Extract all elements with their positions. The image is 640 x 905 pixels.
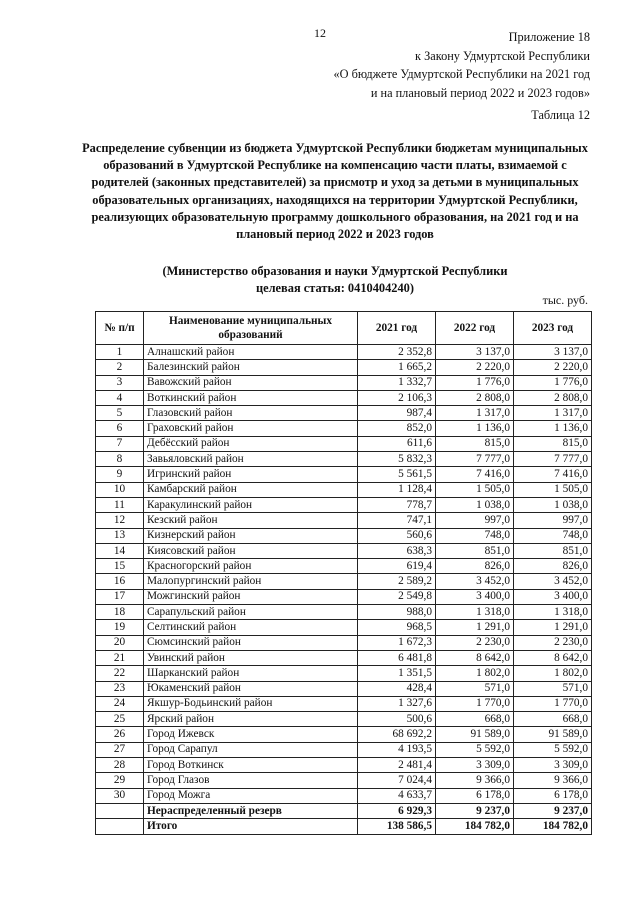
row-2023: 91 589,0 xyxy=(514,727,592,742)
row-2022: 1 317,0 xyxy=(436,406,514,421)
row-2021: 560,6 xyxy=(358,528,436,543)
table-row xyxy=(96,436,592,451)
row-2023: 2 220,0 xyxy=(514,360,592,375)
table-row xyxy=(96,467,592,482)
row-2023: 668,0 xyxy=(514,712,592,727)
row-2021: 4 633,7 xyxy=(358,788,436,803)
row-2023: 997,0 xyxy=(514,513,592,528)
total-2023: 184 782,0 xyxy=(514,819,592,834)
row-2023: 5 592,0 xyxy=(514,742,592,757)
row-number: 21 xyxy=(96,650,144,665)
row-number: 5 xyxy=(96,406,144,421)
row-2022: 748,0 xyxy=(436,528,514,543)
row-2021: 611,6 xyxy=(358,436,436,451)
table-row xyxy=(96,589,592,604)
row-2023: 9 366,0 xyxy=(514,773,592,788)
row-2022: 826,0 xyxy=(436,559,514,574)
row-name: Сюмсинский район xyxy=(144,635,358,650)
row-number: 17 xyxy=(96,589,144,604)
row-2023: 1 318,0 xyxy=(514,605,592,620)
table-row xyxy=(96,345,592,360)
row-name: Каракулинский район xyxy=(144,497,358,512)
row-number: 4 xyxy=(96,390,144,405)
row-name: Сарапульский район xyxy=(144,605,358,620)
row-2023: 851,0 xyxy=(514,543,592,558)
row-2021: 988,0 xyxy=(358,605,436,620)
table-row xyxy=(96,497,592,512)
budget-reference: «О бюджете Удмуртской Республики на 2021 год xyxy=(333,67,590,81)
row-2023: 1 038,0 xyxy=(514,497,592,512)
row-2021: 1 327,6 xyxy=(358,696,436,711)
row-2021: 2 589,2 xyxy=(358,574,436,589)
row-2023: 3 309,0 xyxy=(514,758,592,773)
row-name: Можгинский район xyxy=(144,589,358,604)
row-2021: 1 351,5 xyxy=(358,666,436,681)
table-row xyxy=(96,681,592,696)
row-2022: 1 802,0 xyxy=(436,666,514,681)
row-number: 26 xyxy=(96,727,144,742)
row-number: 20 xyxy=(96,635,144,650)
row-number: 3 xyxy=(96,375,144,390)
row-2021: 5 832,3 xyxy=(358,452,436,467)
header-name: Наименование муниципальных образований xyxy=(144,312,358,345)
row-2022: 2 220,0 xyxy=(436,360,514,375)
row-name: Вавожский район xyxy=(144,375,358,390)
row-2021: 2 352,8 xyxy=(358,345,436,360)
header-number: № п/п xyxy=(96,312,144,345)
ministry-name: (Министерство образования и науки Удмуртской Республики xyxy=(162,264,508,278)
document-title: Распределение субвенции из бюджета Удмуртской Республики бюджетам муниципальных образований в Удмуртской Республике на компенсацию части платы, взимаемой с родителей (законных представителей) за присмотр и уход за детьми в муниципальных образовательных организациях, находящихся на территории Удмуртской Республики, реализующих образовательную программу дошкольного образования, на 2021 год и на плановый период 2022 и 2023 годов xyxy=(82,141,588,242)
row-2023: 7 416,0 xyxy=(514,467,592,482)
table-body xyxy=(96,345,592,804)
row-name: Ярский район xyxy=(144,712,358,727)
row-name: Юкаменский район xyxy=(144,681,358,696)
row-2021: 968,5 xyxy=(358,620,436,635)
table-row xyxy=(96,543,592,558)
row-2021: 5 561,5 xyxy=(358,467,436,482)
row-2022: 5 592,0 xyxy=(436,742,514,757)
row-2022: 571,0 xyxy=(436,681,514,696)
row-2022: 2 230,0 xyxy=(436,635,514,650)
row-number: 28 xyxy=(96,758,144,773)
row-name: Алнашский район xyxy=(144,345,358,360)
header-2022: 2022 год xyxy=(436,312,514,345)
row-number: 1 xyxy=(96,345,144,360)
table-row xyxy=(96,574,592,589)
row-name: Дебёсский район xyxy=(144,436,358,451)
row-number: 12 xyxy=(96,513,144,528)
row-2021: 2 549,8 xyxy=(358,589,436,604)
row-name: Камбарский район xyxy=(144,482,358,497)
row-name: Малопургинский район xyxy=(144,574,358,589)
row-number: 13 xyxy=(96,528,144,543)
table-row xyxy=(96,650,592,665)
row-2022: 7 777,0 xyxy=(436,452,514,467)
total-row xyxy=(96,819,592,834)
total-name: Итого xyxy=(144,819,358,834)
row-name: Город Воткинск xyxy=(144,758,358,773)
row-2021: 2 481,4 xyxy=(358,758,436,773)
row-number: 15 xyxy=(96,559,144,574)
table-row xyxy=(96,421,592,436)
row-2022: 815,0 xyxy=(436,436,514,451)
row-2021: 778,7 xyxy=(358,497,436,512)
row-2021: 68 692,2 xyxy=(358,727,436,742)
row-2021: 1 332,7 xyxy=(358,375,436,390)
row-2023: 2 808,0 xyxy=(514,390,592,405)
row-2021: 638,3 xyxy=(358,543,436,558)
row-name: Киясовский район xyxy=(144,543,358,558)
row-2021: 7 024,4 xyxy=(358,773,436,788)
total-number xyxy=(96,819,144,834)
table-row xyxy=(96,605,592,620)
row-2023: 8 642,0 xyxy=(514,650,592,665)
row-2022: 9 366,0 xyxy=(436,773,514,788)
row-2021: 747,1 xyxy=(358,513,436,528)
row-number: 11 xyxy=(96,497,144,512)
table-row xyxy=(96,528,592,543)
row-number: 18 xyxy=(96,605,144,620)
row-2022: 997,0 xyxy=(436,513,514,528)
row-number: 24 xyxy=(96,696,144,711)
row-number: 9 xyxy=(96,467,144,482)
total-2021: 138 586,5 xyxy=(358,819,436,834)
row-name: Граховский район xyxy=(144,421,358,436)
table-row xyxy=(96,360,592,375)
table-row xyxy=(96,773,592,788)
header-2021: 2021 год xyxy=(358,312,436,345)
row-2021: 4 193,5 xyxy=(358,742,436,757)
row-name: Селтинский район xyxy=(144,620,358,635)
row-2022: 1 291,0 xyxy=(436,620,514,635)
row-number: 7 xyxy=(96,436,144,451)
row-name: Шарканский район xyxy=(144,666,358,681)
row-2023: 1 776,0 xyxy=(514,375,592,390)
table-row xyxy=(96,788,592,803)
table-row xyxy=(96,727,592,742)
row-2023: 826,0 xyxy=(514,559,592,574)
row-2023: 1 136,0 xyxy=(514,421,592,436)
row-2022: 3 309,0 xyxy=(436,758,514,773)
table-row xyxy=(96,406,592,421)
row-2022: 6 178,0 xyxy=(436,788,514,803)
row-2022: 668,0 xyxy=(436,712,514,727)
row-number: 16 xyxy=(96,574,144,589)
table-row xyxy=(96,696,592,711)
table-row xyxy=(96,559,592,574)
row-number: 29 xyxy=(96,773,144,788)
row-2022: 7 416,0 xyxy=(436,467,514,482)
row-2021: 2 106,3 xyxy=(358,390,436,405)
row-2022: 1 776,0 xyxy=(436,375,514,390)
row-number: 8 xyxy=(96,452,144,467)
row-2023: 7 777,0 xyxy=(514,452,592,467)
row-name: Город Ижевск xyxy=(144,727,358,742)
row-2022: 1 136,0 xyxy=(436,421,514,436)
row-2023: 6 178,0 xyxy=(514,788,592,803)
row-number: 23 xyxy=(96,681,144,696)
row-2021: 500,6 xyxy=(358,712,436,727)
table-row xyxy=(96,712,592,727)
row-name: Игринский район xyxy=(144,467,358,482)
row-2023: 3 400,0 xyxy=(514,589,592,604)
period-reference: и на плановый период 2022 и 2023 годов» xyxy=(370,85,590,100)
row-name: Кизнерский район xyxy=(144,528,358,543)
ministry-block xyxy=(80,263,590,297)
row-name: Город Сарапул xyxy=(144,742,358,757)
row-number: 19 xyxy=(96,620,144,635)
row-2022: 1 770,0 xyxy=(436,696,514,711)
row-2021: 1 665,2 xyxy=(358,360,436,375)
row-2023: 3 137,0 xyxy=(514,345,592,360)
row-name: Глазовский район xyxy=(144,406,358,421)
row-name: Балезинский район xyxy=(144,360,358,375)
table-row xyxy=(96,375,592,390)
row-2023: 748,0 xyxy=(514,528,592,543)
row-2022: 91 589,0 xyxy=(436,727,514,742)
row-2022: 1 038,0 xyxy=(436,497,514,512)
row-2021: 1 128,4 xyxy=(358,482,436,497)
row-name: Город Можга xyxy=(144,788,358,803)
reserve-2022: 9 237,0 xyxy=(436,803,514,818)
target-article: целевая статья: 0410404240) xyxy=(255,281,415,295)
table-row xyxy=(96,758,592,773)
table-row xyxy=(96,390,592,405)
law-reference: к Закону Удмуртской Республики xyxy=(415,48,590,63)
row-2023: 571,0 xyxy=(514,681,592,696)
row-name: Воткинский район xyxy=(144,390,358,405)
row-2022: 3 137,0 xyxy=(436,345,514,360)
row-number: 22 xyxy=(96,666,144,681)
row-name: Увинский район xyxy=(144,650,358,665)
row-number: 14 xyxy=(96,543,144,558)
reserve-number xyxy=(96,803,144,818)
row-2022: 1 505,0 xyxy=(436,482,514,497)
row-name: Завьяловский район xyxy=(144,452,358,467)
row-number: 27 xyxy=(96,742,144,757)
table-row xyxy=(96,482,592,497)
row-2022: 851,0 xyxy=(436,543,514,558)
row-2021: 428,4 xyxy=(358,681,436,696)
row-2021: 852,0 xyxy=(358,421,436,436)
reserve-row xyxy=(96,803,592,818)
row-2021: 1 672,3 xyxy=(358,635,436,650)
table-row xyxy=(96,635,592,650)
reserve-2021: 6 929,3 xyxy=(358,803,436,818)
row-2022: 8 642,0 xyxy=(436,650,514,665)
row-2022: 2 808,0 xyxy=(436,390,514,405)
row-2023: 1 802,0 xyxy=(514,666,592,681)
row-2023: 3 452,0 xyxy=(514,574,592,589)
row-number: 10 xyxy=(96,482,144,497)
row-2023: 1 317,0 xyxy=(514,406,592,421)
reserve-name: Нераспределенный резерв xyxy=(144,803,358,818)
header-2023: 2023 год xyxy=(514,312,592,345)
row-name: Город Глазов xyxy=(144,773,358,788)
row-2023: 1 770,0 xyxy=(514,696,592,711)
table-label: Таблица 12 xyxy=(531,108,590,122)
row-name: Кезский район xyxy=(144,513,358,528)
page-number: 12 xyxy=(314,26,326,40)
row-2023: 1 505,0 xyxy=(514,482,592,497)
reserve-2023: 9 237,0 xyxy=(514,803,592,818)
row-2023: 1 291,0 xyxy=(514,620,592,635)
table-row xyxy=(96,513,592,528)
row-2021: 619,4 xyxy=(358,559,436,574)
total-2022: 184 782,0 xyxy=(436,819,514,834)
row-number: 30 xyxy=(96,788,144,803)
row-2022: 3 400,0 xyxy=(436,589,514,604)
row-2021: 6 481,8 xyxy=(358,650,436,665)
table-header-row xyxy=(96,312,592,345)
row-name: Красногорский район xyxy=(144,559,358,574)
row-number: 6 xyxy=(96,421,144,436)
table-row xyxy=(96,452,592,467)
row-2023: 815,0 xyxy=(514,436,592,451)
row-2023: 2 230,0 xyxy=(514,635,592,650)
units-label: тыс. руб. xyxy=(542,293,588,307)
table-row xyxy=(96,620,592,635)
subvention-table xyxy=(95,311,592,835)
appendix-header xyxy=(334,28,591,125)
appendix-label: Приложение 18 xyxy=(508,30,590,44)
table-row xyxy=(96,666,592,681)
row-number: 25 xyxy=(96,712,144,727)
row-2022: 3 452,0 xyxy=(436,574,514,589)
row-number: 2 xyxy=(96,360,144,375)
row-2021: 987,4 xyxy=(358,406,436,421)
table-row xyxy=(96,742,592,757)
row-name: Якшур-Бодьинский район xyxy=(144,696,358,711)
row-2022: 1 318,0 xyxy=(436,605,514,620)
